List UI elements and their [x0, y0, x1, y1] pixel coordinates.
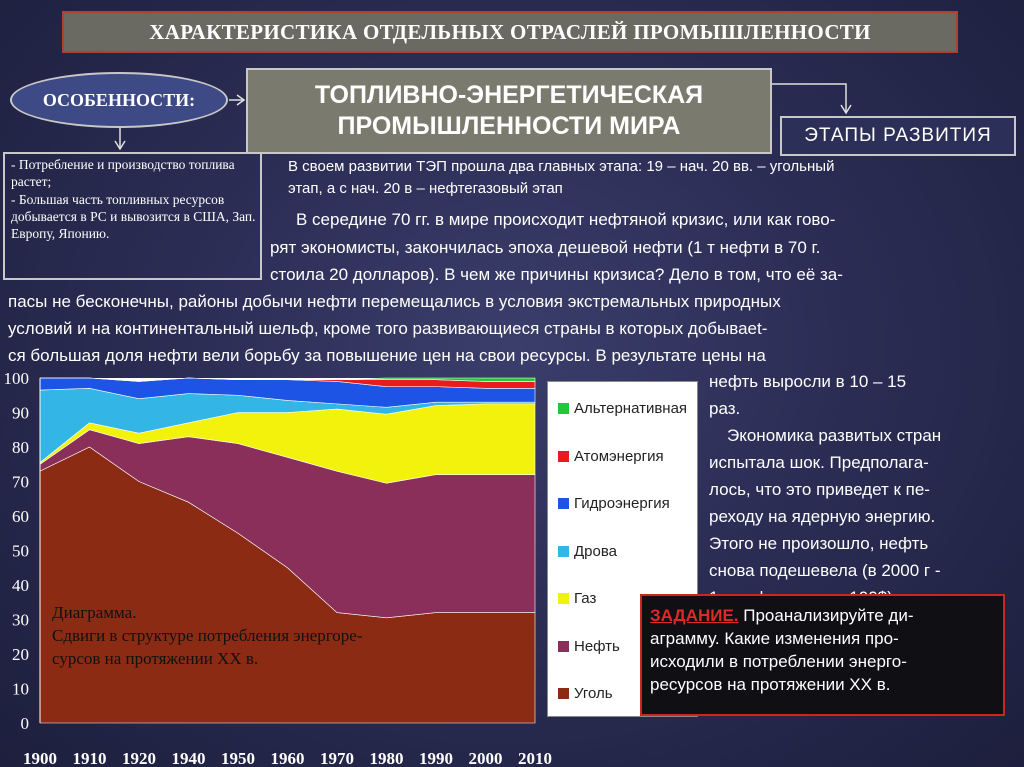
- right-line-6: реходу на ядерную энергию.: [709, 507, 936, 526]
- task-line1: Проанализируйте ди-: [738, 606, 914, 625]
- legend-swatch: [558, 546, 569, 557]
- y-tick-label: 30: [12, 610, 29, 630]
- legend-label: Дрова: [574, 542, 617, 560]
- legend-item: [558, 448, 664, 465]
- stages-text-line1: В своем развитии ТЭП прошла два главных этапа: 19 – нач. 20 вв. – угольный: [288, 158, 835, 175]
- x-tick-label: 1920: [122, 749, 156, 767]
- task-line3: исходили в потреблении энерго-: [650, 652, 907, 671]
- feature-item-1: - Потребление и производство топлива растет;: [11, 157, 235, 189]
- body-line-6: ся большая доля нефти вели борьбу за повышение цен на свои ресурсы. В результате цены на: [8, 346, 766, 365]
- x-tick-label: 1980: [369, 749, 404, 767]
- legend-item: [558, 638, 620, 655]
- legend-swatch: [558, 641, 569, 652]
- legend-item: [558, 543, 617, 560]
- stages-label: ЭТАПЫ РАЗВИТИЯ: [780, 116, 1016, 156]
- task-line4: ресурсов на протяжении ХХ в.: [650, 675, 891, 694]
- x-tick-label: 2000: [468, 749, 503, 767]
- slide-title: ХАРАКТЕРИСТИКА ОТДЕЛЬНЫХ ОТРАСЛЕЙ ПРОМЫШЛЕННОСТИ: [62, 11, 958, 53]
- legend-label: Альтернативная: [574, 400, 688, 417]
- legend-swatch: [558, 688, 569, 699]
- chart-caption-line3: сурсов на протяжении ХХ в.: [52, 649, 259, 668]
- y-tick-label: 80: [12, 438, 29, 457]
- legend-swatch: [558, 451, 569, 462]
- legend-swatch: [558, 498, 569, 509]
- legend-item: [558, 400, 687, 417]
- legend-item: [558, 495, 670, 512]
- x-tick-label: 1900: [23, 749, 57, 767]
- task-line2: аграмму. Какие изменения про-: [650, 629, 899, 648]
- right-line-4: испытала шок. Предполага-: [709, 453, 929, 472]
- main-title-line1: ТОПЛИВНО-ЭНЕРГЕТИЧЕСКАЯ: [314, 81, 704, 109]
- legend-label: Газ: [574, 590, 597, 607]
- chart-caption-line1: Диаграмма.: [52, 603, 137, 622]
- y-tick-label: 20: [12, 645, 29, 664]
- x-tick-label: 1990: [419, 749, 453, 767]
- right-line-2: раз.: [709, 399, 741, 418]
- right-line-8: снова подешевела (в 2000 г -: [709, 561, 941, 580]
- x-tick-label: 1940: [171, 749, 206, 767]
- body-line-4: пасы не бесконечны, районы добычи нефти перемещались в условия экстремальных природных: [8, 292, 781, 311]
- right-line-5: лось, что это приведет к пе-: [709, 480, 930, 499]
- y-tick-label: 100: [3, 369, 29, 388]
- y-tick-label: 50: [12, 541, 29, 561]
- y-tick-label: 40: [12, 576, 29, 595]
- chart-caption: [52, 601, 362, 670]
- x-tick-label: 1950: [221, 749, 255, 767]
- legend-label: Уголь: [574, 685, 613, 702]
- x-tick-label: 1960: [270, 749, 305, 767]
- task-box: [640, 594, 1005, 716]
- y-tick-label: 60: [12, 507, 29, 526]
- body-line-1: В середине 70 гг. в мире происходит нефтяной кризис, или как гово-: [296, 210, 836, 229]
- y-tick-label: 10: [12, 679, 29, 699]
- legend-swatch: [558, 593, 569, 604]
- body-line-3: стоила 20 долларов). В чем же причины кризиса? Дело в том, что её за-: [270, 265, 843, 284]
- chart-caption-line2: Сдвиги в структуре потребления энергоре-: [52, 626, 363, 645]
- legend-item: [558, 685, 613, 702]
- body-line-5: условий и на континентальный шельф, кроме того развивающиеся страны в которых добываеt-: [8, 319, 768, 338]
- right-line-3: Экономика развитых стран: [727, 426, 942, 445]
- x-tick-label: 1910: [72, 749, 107, 767]
- legend-label: Нефть: [574, 637, 620, 655]
- body-line-2: рят экономисты, закончилась эпоха дешевой нефти (1 т нефти в 70 г.: [270, 238, 821, 257]
- main-title-line2: ПРОМЫШЛЕННОСТИ МИРА: [337, 112, 681, 140]
- x-tick-label: 1970: [320, 749, 354, 767]
- stages-text-line2: этап, а с нач. 20 в – нефтегазовый этап: [288, 180, 563, 197]
- legend-label: Атомэнергия: [574, 447, 664, 465]
- y-tick-label: 0: [20, 714, 29, 733]
- features-label: ОСОБЕННОСТИ:: [10, 72, 228, 128]
- task-label: ЗАДАНИЕ.: [650, 606, 739, 625]
- right-line-1: нефть выросли в 10 – 15: [709, 372, 907, 391]
- legend-swatch: [558, 403, 569, 414]
- x-tick-label: 2010: [518, 749, 552, 767]
- y-tick-label: 70: [12, 472, 29, 492]
- right-line-7: Этого не произошло, нефть: [709, 534, 929, 553]
- y-tick-label: 90: [12, 403, 29, 423]
- legend-item: [558, 590, 596, 607]
- legend-label: Гидроэнергия: [574, 495, 670, 512]
- feature-item-2: - Большая часть топливных ресурсов добывается в РС и вывозится в США, Зап. Европу, Японию.: [11, 192, 256, 241]
